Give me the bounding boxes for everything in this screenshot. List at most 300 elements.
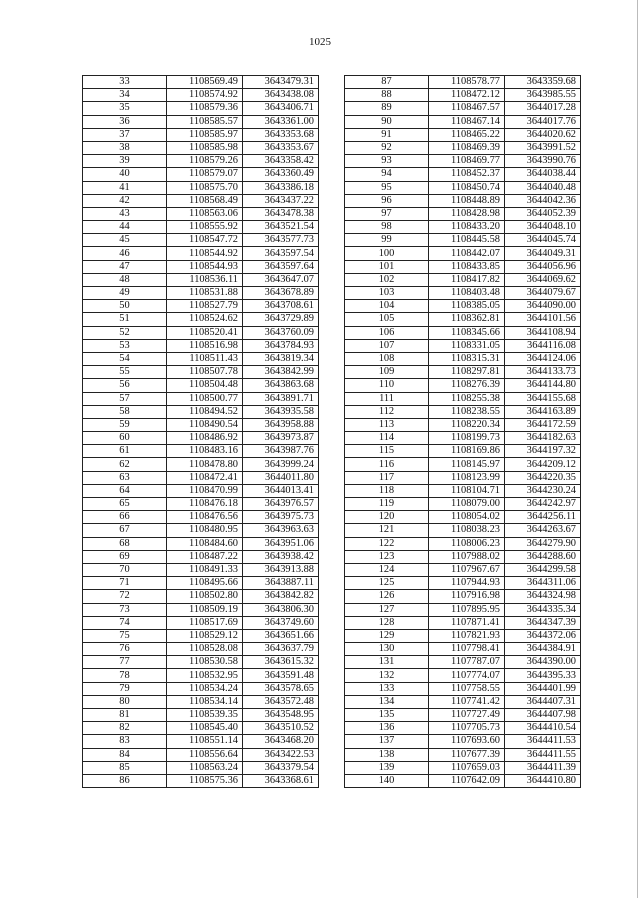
y-coordinate-cell: 3644155.68	[505, 392, 581, 405]
point-number-cell: 139	[345, 761, 429, 774]
y-coordinate-cell: 3644384.91	[505, 643, 581, 656]
y-coordinate-cell: 3643958.88	[243, 418, 319, 431]
y-coordinate-cell: 3643615.32	[243, 656, 319, 669]
table-row	[83, 247, 319, 260]
point-number-cell: 70	[83, 563, 167, 576]
point-number-cell: 117	[345, 471, 429, 484]
x-coordinate-cell: 1108520.41	[167, 326, 243, 339]
table-row	[83, 695, 319, 708]
point-number-cell: 135	[345, 709, 429, 722]
point-number-cell: 53	[83, 339, 167, 352]
point-number-cell: 95	[345, 181, 429, 194]
y-coordinate-cell: 3644101.56	[505, 313, 581, 326]
y-coordinate-cell: 3644116.08	[505, 339, 581, 352]
point-number-cell: 125	[345, 577, 429, 590]
x-coordinate-cell: 1108238.55	[429, 405, 505, 418]
table-row	[345, 273, 581, 286]
table-row	[83, 234, 319, 247]
x-coordinate-cell: 1107642.09	[429, 774, 505, 787]
y-coordinate-cell: 3643863.68	[243, 379, 319, 392]
table-row	[345, 300, 581, 313]
x-coordinate-cell: 1108555.92	[167, 221, 243, 234]
y-coordinate-cell: 3644410.80	[505, 774, 581, 787]
x-coordinate-cell: 1108470.99	[167, 484, 243, 497]
table-row	[345, 709, 581, 722]
x-coordinate-cell: 1108494.52	[167, 405, 243, 418]
x-coordinate-cell: 1108345.66	[429, 326, 505, 339]
table-row	[345, 484, 581, 497]
x-coordinate-cell: 1108038.23	[429, 524, 505, 537]
table-row	[345, 89, 581, 102]
point-number-cell: 50	[83, 300, 167, 313]
y-coordinate-cell: 3643597.54	[243, 247, 319, 260]
x-coordinate-cell: 1108509.19	[167, 603, 243, 616]
x-coordinate-cell: 1107659.03	[429, 761, 505, 774]
table-row	[83, 366, 319, 379]
point-number-cell: 37	[83, 128, 167, 141]
x-coordinate-cell: 1108569.49	[167, 76, 243, 89]
point-number-cell: 59	[83, 418, 167, 431]
point-number-cell: 116	[345, 458, 429, 471]
point-number-cell: 96	[345, 194, 429, 207]
y-coordinate-cell: 3644011.80	[243, 471, 319, 484]
table-row	[83, 511, 319, 524]
table-row	[345, 590, 581, 603]
point-number-cell: 46	[83, 247, 167, 260]
y-coordinate-cell: 3644311.06	[505, 577, 581, 590]
x-coordinate-cell: 1108448.89	[429, 194, 505, 207]
table-row	[83, 313, 319, 326]
x-coordinate-cell: 1108585.97	[167, 128, 243, 141]
x-coordinate-cell: 1108531.88	[167, 287, 243, 300]
point-number-cell: 118	[345, 484, 429, 497]
y-coordinate-cell: 3644411.39	[505, 761, 581, 774]
point-number-cell: 84	[83, 748, 167, 761]
table-row	[345, 748, 581, 761]
point-number-cell: 69	[83, 550, 167, 563]
x-coordinate-cell: 1108539.35	[167, 709, 243, 722]
point-number-cell: 76	[83, 643, 167, 656]
y-coordinate-cell: 3644347.39	[505, 616, 581, 629]
point-number-cell: 90	[345, 115, 429, 128]
x-coordinate-cell: 1108544.93	[167, 260, 243, 273]
y-coordinate-cell: 3643647.07	[243, 273, 319, 286]
table-row	[83, 102, 319, 115]
x-coordinate-cell: 1107967.67	[429, 563, 505, 576]
table-row	[345, 682, 581, 695]
y-coordinate-cell: 3644079.67	[505, 287, 581, 300]
table-row	[345, 352, 581, 365]
y-coordinate-cell: 3644220.35	[505, 471, 581, 484]
y-coordinate-cell: 3643806.30	[243, 603, 319, 616]
y-coordinate-cell: 3643991.52	[505, 141, 581, 154]
table-row	[83, 326, 319, 339]
y-coordinate-cell: 3644324.98	[505, 590, 581, 603]
y-coordinate-cell: 3643438.08	[243, 89, 319, 102]
point-number-cell: 140	[345, 774, 429, 787]
x-coordinate-cell: 1108486.92	[167, 432, 243, 445]
point-number-cell: 123	[345, 550, 429, 563]
point-number-cell: 78	[83, 669, 167, 682]
x-coordinate-cell: 1107727.49	[429, 709, 505, 722]
y-coordinate-cell: 3643760.09	[243, 326, 319, 339]
y-coordinate-cell: 3643478.38	[243, 207, 319, 220]
y-coordinate-cell: 3644124.06	[505, 352, 581, 365]
point-number-cell: 94	[345, 168, 429, 181]
point-number-cell: 58	[83, 405, 167, 418]
table-row	[345, 643, 581, 656]
point-number-cell: 33	[83, 76, 167, 89]
table-row	[83, 168, 319, 181]
y-coordinate-cell: 3644144.80	[505, 379, 581, 392]
x-coordinate-cell: 1108544.92	[167, 247, 243, 260]
table-row	[345, 445, 581, 458]
x-coordinate-cell: 1107758.55	[429, 682, 505, 695]
x-coordinate-cell: 1108297.81	[429, 366, 505, 379]
table-row	[83, 273, 319, 286]
y-coordinate-cell: 3643708.61	[243, 300, 319, 313]
table-row	[345, 418, 581, 431]
y-coordinate-cell: 3644390.00	[505, 656, 581, 669]
table-row	[345, 471, 581, 484]
x-coordinate-cell: 1108331.05	[429, 339, 505, 352]
table-row	[83, 498, 319, 511]
x-coordinate-cell: 1108504.48	[167, 379, 243, 392]
x-coordinate-cell: 1108472.41	[167, 471, 243, 484]
point-number-cell: 126	[345, 590, 429, 603]
point-number-cell: 137	[345, 735, 429, 748]
table-row	[345, 405, 581, 418]
table-row	[83, 181, 319, 194]
y-coordinate-cell: 3643548.95	[243, 709, 319, 722]
y-coordinate-cell: 3643990.76	[505, 155, 581, 168]
x-coordinate-cell: 1108556.64	[167, 748, 243, 761]
table-row	[345, 102, 581, 115]
y-coordinate-cell: 3643891.71	[243, 392, 319, 405]
x-coordinate-cell: 1108469.39	[429, 141, 505, 154]
x-coordinate-cell: 1108511.43	[167, 352, 243, 365]
y-coordinate-cell: 3643368.61	[243, 774, 319, 787]
table-row	[83, 537, 319, 550]
y-coordinate-cell: 3644209.12	[505, 458, 581, 471]
y-coordinate-cell: 3644048.10	[505, 221, 581, 234]
table-row	[83, 590, 319, 603]
x-coordinate-cell: 1108450.74	[429, 181, 505, 194]
x-coordinate-cell: 1108467.57	[429, 102, 505, 115]
point-number-cell: 85	[83, 761, 167, 774]
table-row	[345, 603, 581, 616]
table-row	[345, 168, 581, 181]
point-number-cell: 74	[83, 616, 167, 629]
y-coordinate-cell: 3643887.11	[243, 577, 319, 590]
table-row	[83, 682, 319, 695]
x-coordinate-cell: 1107705.73	[429, 722, 505, 735]
y-coordinate-cell: 3644407.98	[505, 709, 581, 722]
table-row	[83, 550, 319, 563]
x-coordinate-cell: 1107693.60	[429, 735, 505, 748]
table-row	[83, 379, 319, 392]
point-number-cell: 82	[83, 722, 167, 735]
point-number-cell: 101	[345, 260, 429, 273]
y-coordinate-cell: 3643353.67	[243, 141, 319, 154]
x-coordinate-cell: 1108362.81	[429, 313, 505, 326]
x-coordinate-cell: 1108428.98	[429, 207, 505, 220]
x-coordinate-cell: 1108563.24	[167, 761, 243, 774]
table-row	[83, 563, 319, 576]
y-coordinate-cell: 3643842.99	[243, 366, 319, 379]
point-number-cell: 108	[345, 352, 429, 365]
y-coordinate-cell: 3643572.48	[243, 695, 319, 708]
table-row	[345, 366, 581, 379]
y-coordinate-cell: 3644242.97	[505, 498, 581, 511]
x-coordinate-cell: 1108524.62	[167, 313, 243, 326]
y-coordinate-cell: 3644395.33	[505, 669, 581, 682]
y-coordinate-cell: 3643386.18	[243, 181, 319, 194]
x-coordinate-cell: 1108502.80	[167, 590, 243, 603]
x-coordinate-cell: 1108575.36	[167, 774, 243, 787]
point-number-cell: 54	[83, 352, 167, 365]
point-number-cell: 65	[83, 498, 167, 511]
y-coordinate-cell: 3644372.06	[505, 629, 581, 642]
y-coordinate-cell: 3643729.89	[243, 313, 319, 326]
point-number-cell: 103	[345, 287, 429, 300]
y-coordinate-cell: 3643935.58	[243, 405, 319, 418]
y-coordinate-cell: 3644020.62	[505, 128, 581, 141]
y-coordinate-cell: 3644182.63	[505, 432, 581, 445]
point-number-cell: 39	[83, 155, 167, 168]
y-coordinate-cell: 3644040.48	[505, 181, 581, 194]
point-number-cell: 122	[345, 537, 429, 550]
x-coordinate-cell: 1108575.70	[167, 181, 243, 194]
x-coordinate-cell: 1108484.60	[167, 537, 243, 550]
x-coordinate-cell: 1108445.58	[429, 234, 505, 247]
point-number-cell: 107	[345, 339, 429, 352]
point-number-cell: 51	[83, 313, 167, 326]
table-row	[83, 656, 319, 669]
point-number-cell: 56	[83, 379, 167, 392]
y-coordinate-cell: 3644017.76	[505, 115, 581, 128]
x-coordinate-cell: 1108490.54	[167, 418, 243, 431]
x-coordinate-cell: 1108104.71	[429, 484, 505, 497]
x-coordinate-cell: 1108527.79	[167, 300, 243, 313]
y-coordinate-cell: 3644163.89	[505, 405, 581, 418]
y-coordinate-cell: 3643422.53	[243, 748, 319, 761]
point-number-cell: 43	[83, 207, 167, 220]
point-number-cell: 49	[83, 287, 167, 300]
x-coordinate-cell: 1107916.98	[429, 590, 505, 603]
x-coordinate-cell: 1107741.42	[429, 695, 505, 708]
table-row	[83, 524, 319, 537]
point-number-cell: 55	[83, 366, 167, 379]
table-row	[83, 155, 319, 168]
point-number-cell: 89	[345, 102, 429, 115]
point-number-cell: 64	[83, 484, 167, 497]
x-coordinate-cell: 1108536.11	[167, 273, 243, 286]
x-coordinate-cell: 1108452.37	[429, 168, 505, 181]
point-number-cell: 36	[83, 115, 167, 128]
y-coordinate-cell: 3644263.67	[505, 524, 581, 537]
table-row	[83, 339, 319, 352]
point-number-cell: 75	[83, 629, 167, 642]
x-coordinate-cell: 1108054.02	[429, 511, 505, 524]
x-coordinate-cell: 1108585.57	[167, 115, 243, 128]
table-row	[345, 234, 581, 247]
point-number-cell: 81	[83, 709, 167, 722]
y-coordinate-cell: 3644410.54	[505, 722, 581, 735]
y-coordinate-cell: 3643976.57	[243, 498, 319, 511]
y-coordinate-cell: 3644230.24	[505, 484, 581, 497]
y-coordinate-cell: 3644045.74	[505, 234, 581, 247]
table-row	[83, 629, 319, 642]
table-row	[83, 300, 319, 313]
point-number-cell: 67	[83, 524, 167, 537]
y-coordinate-cell: 3643406.71	[243, 102, 319, 115]
y-coordinate-cell: 3644069.62	[505, 273, 581, 286]
table-row	[345, 339, 581, 352]
point-number-cell: 102	[345, 273, 429, 286]
table-row	[345, 181, 581, 194]
table-row	[345, 511, 581, 524]
point-number-cell: 99	[345, 234, 429, 247]
page-edge-line	[637, 0, 638, 898]
point-number-cell: 121	[345, 524, 429, 537]
x-coordinate-cell: 1108532.95	[167, 669, 243, 682]
y-coordinate-cell: 3644407.31	[505, 695, 581, 708]
point-number-cell: 71	[83, 577, 167, 590]
table-row	[345, 76, 581, 89]
point-number-cell: 62	[83, 458, 167, 471]
y-coordinate-cell: 3643521.54	[243, 221, 319, 234]
point-number-cell: 106	[345, 326, 429, 339]
point-number-cell: 61	[83, 445, 167, 458]
y-coordinate-cell: 3643578.65	[243, 682, 319, 695]
x-coordinate-cell: 1108442.07	[429, 247, 505, 260]
point-number-cell: 80	[83, 695, 167, 708]
x-coordinate-cell: 1108145.97	[429, 458, 505, 471]
table-row	[345, 247, 581, 260]
page-number: 1025	[309, 36, 331, 48]
x-coordinate-cell: 1108417.82	[429, 273, 505, 286]
table-row	[345, 722, 581, 735]
y-coordinate-cell: 3643678.89	[243, 287, 319, 300]
point-number-cell: 88	[345, 89, 429, 102]
point-number-cell: 86	[83, 774, 167, 787]
y-coordinate-cell: 3643360.49	[243, 168, 319, 181]
table-row	[83, 722, 319, 735]
point-number-cell: 44	[83, 221, 167, 234]
x-coordinate-cell: 1108500.77	[167, 392, 243, 405]
table-row	[83, 774, 319, 787]
table-row	[83, 76, 319, 89]
x-coordinate-cell: 1108578.77	[429, 76, 505, 89]
x-coordinate-cell: 1108495.66	[167, 577, 243, 590]
point-number-cell: 130	[345, 643, 429, 656]
table-row	[345, 155, 581, 168]
point-number-cell: 111	[345, 392, 429, 405]
y-coordinate-cell: 3644288.60	[505, 550, 581, 563]
point-number-cell: 79	[83, 682, 167, 695]
point-number-cell: 63	[83, 471, 167, 484]
table-row	[345, 524, 581, 537]
table-row	[83, 471, 319, 484]
point-number-cell: 52	[83, 326, 167, 339]
x-coordinate-cell: 1108585.98	[167, 141, 243, 154]
point-number-cell: 131	[345, 656, 429, 669]
table-row	[83, 141, 319, 154]
x-coordinate-cell: 1108433.85	[429, 260, 505, 273]
table-row	[345, 115, 581, 128]
point-number-cell: 127	[345, 603, 429, 616]
x-coordinate-cell: 1108579.36	[167, 102, 243, 115]
point-number-cell: 128	[345, 616, 429, 629]
table-row	[83, 616, 319, 629]
x-coordinate-cell: 1108472.12	[429, 89, 505, 102]
x-coordinate-cell: 1108528.08	[167, 643, 243, 656]
table-row	[345, 629, 581, 642]
y-coordinate-cell: 3644256.11	[505, 511, 581, 524]
x-coordinate-cell: 1108534.14	[167, 695, 243, 708]
point-number-cell: 87	[345, 76, 429, 89]
x-coordinate-cell: 1108579.26	[167, 155, 243, 168]
y-coordinate-cell: 3643842.82	[243, 590, 319, 603]
point-number-cell: 92	[345, 141, 429, 154]
table-row	[83, 432, 319, 445]
table-row	[345, 207, 581, 220]
y-coordinate-cell: 3643963.63	[243, 524, 319, 537]
x-coordinate-cell: 1108276.39	[429, 379, 505, 392]
point-number-cell: 129	[345, 629, 429, 642]
x-coordinate-cell: 1107787.07	[429, 656, 505, 669]
y-coordinate-cell: 3643361.00	[243, 115, 319, 128]
point-number-cell: 132	[345, 669, 429, 682]
y-coordinate-cell: 3643651.66	[243, 629, 319, 642]
table-row	[83, 735, 319, 748]
point-number-cell: 114	[345, 432, 429, 445]
table-row	[83, 89, 319, 102]
y-coordinate-cell: 3643951.06	[243, 537, 319, 550]
x-coordinate-cell: 1107798.41	[429, 643, 505, 656]
coordinate-table-left	[82, 75, 319, 788]
y-coordinate-cell: 3644279.90	[505, 537, 581, 550]
x-coordinate-cell: 1108403.48	[429, 287, 505, 300]
table-row	[83, 128, 319, 141]
table-row	[83, 115, 319, 128]
table-row	[345, 392, 581, 405]
y-coordinate-cell: 3643479.31	[243, 76, 319, 89]
x-coordinate-cell: 1108385.05	[429, 300, 505, 313]
y-coordinate-cell: 3644013.41	[243, 484, 319, 497]
y-coordinate-cell: 3644042.36	[505, 194, 581, 207]
y-coordinate-cell: 3644049.31	[505, 247, 581, 260]
x-coordinate-cell: 1108563.06	[167, 207, 243, 220]
y-coordinate-cell: 3643973.87	[243, 432, 319, 445]
point-number-cell: 113	[345, 418, 429, 431]
x-coordinate-cell: 1108545.40	[167, 722, 243, 735]
point-number-cell: 93	[345, 155, 429, 168]
point-number-cell: 66	[83, 511, 167, 524]
point-number-cell: 42	[83, 194, 167, 207]
point-number-cell: 112	[345, 405, 429, 418]
y-coordinate-cell: 3643819.34	[243, 352, 319, 365]
point-number-cell: 110	[345, 379, 429, 392]
x-coordinate-cell: 1107677.39	[429, 748, 505, 761]
y-coordinate-cell: 3644401.99	[505, 682, 581, 695]
point-number-cell: 83	[83, 735, 167, 748]
table-row	[345, 221, 581, 234]
table-row	[345, 313, 581, 326]
y-coordinate-cell: 3644197.32	[505, 445, 581, 458]
y-coordinate-cell: 3644133.73	[505, 366, 581, 379]
